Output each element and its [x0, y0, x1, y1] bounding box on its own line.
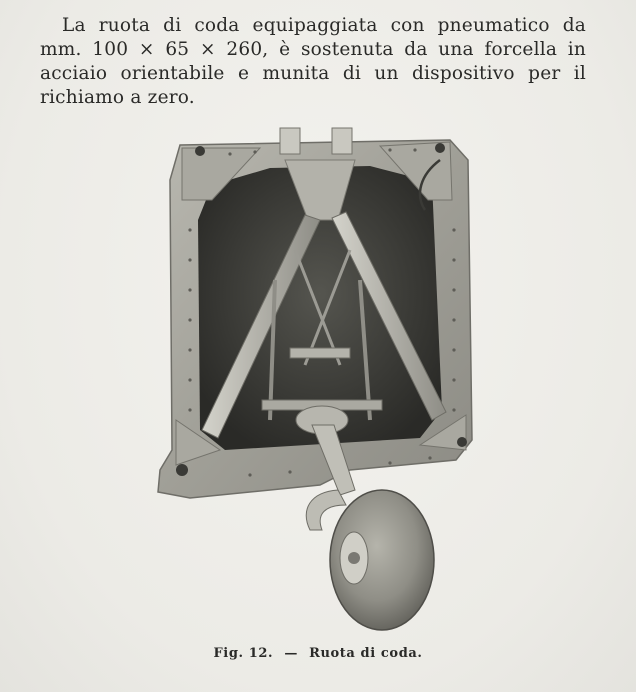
paragraph-line: acciaio orientabile e munita di un dispositivo per il	[40, 63, 586, 84]
caption-label: Fig. 12.	[213, 646, 274, 661]
paragraph-line: La ruota di coda equipaggiata con pneumatico da	[62, 15, 586, 36]
paragraph-line: richiamo a zero.	[40, 87, 195, 108]
caption-dash: —	[284, 646, 298, 661]
body-paragraph	[40, 14, 586, 110]
paragraph-line: mm. 100 × 65 × 260, è sostenuta da una forcella in	[40, 39, 586, 60]
figure-caption	[0, 646, 636, 661]
tail-wheel-photo	[150, 120, 490, 640]
caption-title: Ruota di coda.	[309, 646, 423, 661]
fuselage-frame	[158, 128, 472, 498]
